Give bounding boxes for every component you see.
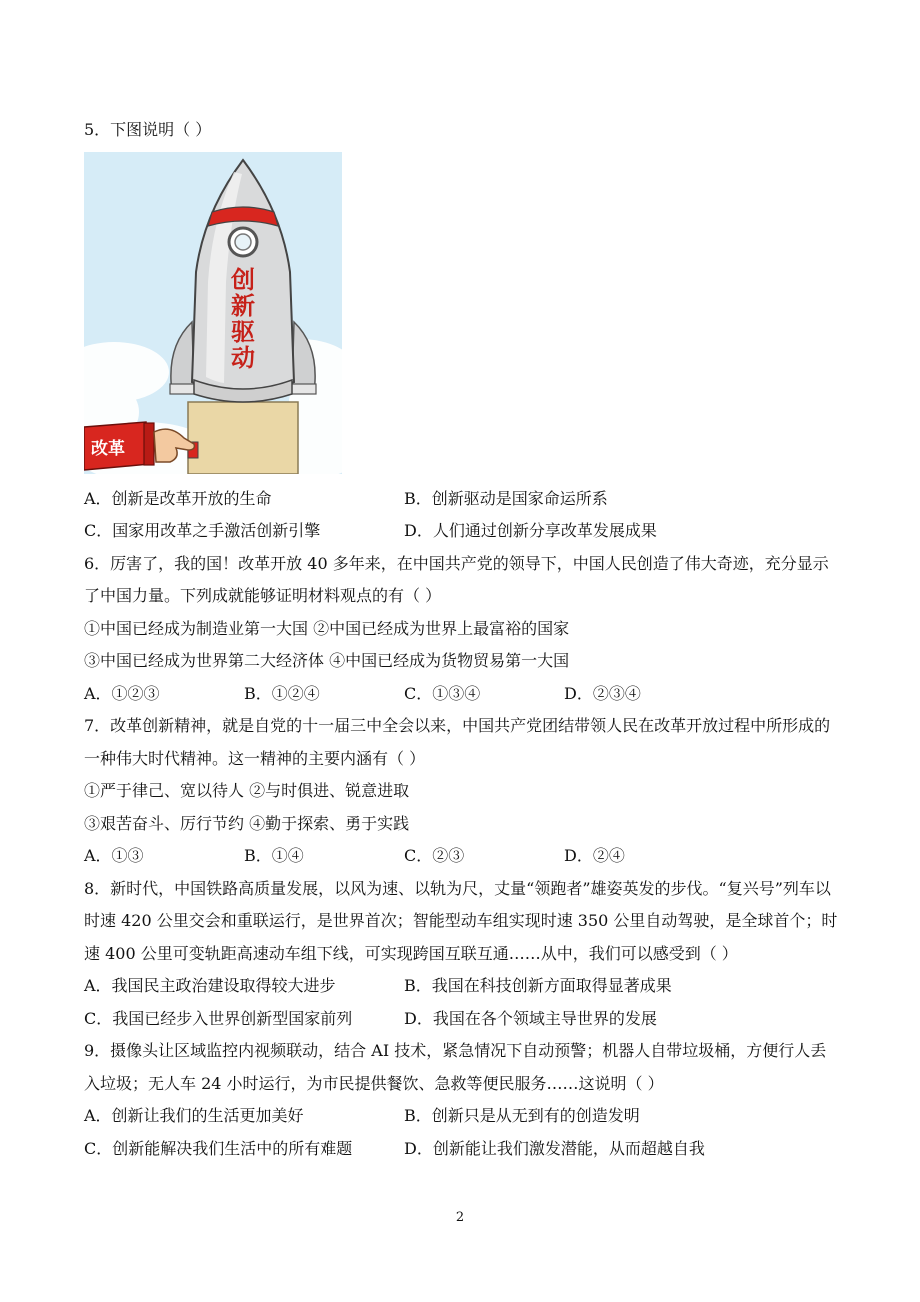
q7-stem-line-2: 一种伟大时代精神。这一精神的主要内涵有（ ）: [84, 749, 426, 768]
q9-option-d[interactable]: D．创新能让我们激发潜能，从而超越自我: [404, 1139, 705, 1158]
rocket-text-1: 创: [231, 266, 255, 294]
q5-option-b[interactable]: B．创新驱动是国家命运所系: [404, 489, 608, 508]
q8-option-c[interactable]: C．我国已经步入世界创新型国家前列: [84, 1009, 353, 1028]
q5-option-d[interactable]: D．人们通过创新分享改革发展成果: [404, 521, 657, 540]
rocket-text-2: 新: [231, 292, 255, 320]
q7-option-b[interactable]: B．①④: [244, 846, 304, 865]
q7-option-a[interactable]: A．①③: [84, 846, 144, 865]
q7-statement-line-2: ③艰苦奋斗、厉行节约 ④勤于探索、勇于实践: [84, 814, 410, 833]
q7-option-d[interactable]: D．②④: [564, 846, 625, 865]
q6-statement-line-2: ③中国已经成为世界第二大经济体 ④中国已经成为货物贸易第一大国: [84, 651, 570, 670]
rocket-text-3: 驱: [231, 318, 255, 346]
q6-option-a[interactable]: A．①②③: [84, 684, 160, 703]
q5-stem: 5．下图说明（ ）: [84, 120, 212, 139]
q6-option-c[interactable]: C．①③④: [404, 684, 481, 703]
q9-option-a[interactable]: A．创新让我们的生活更加美好: [84, 1106, 304, 1125]
q8-stem-line-1: 8．新时代，中国铁路高质量发展，以风为速、以轨为尺，丈量“领跑者”雄姿英发的步伐。“复兴号”列车以: [84, 879, 831, 898]
q8-stem-line-3: 速 400 公里可变轨距高速动车组下线，可实现跨国互联互通……从中，我们可以感受到（ ）: [84, 944, 738, 963]
q7-option-c[interactable]: C．②③: [404, 846, 465, 865]
q8-option-b[interactable]: B．我国在科技创新方面取得显著成果: [404, 976, 672, 995]
q5-option-a[interactable]: A．创新是改革开放的生命: [84, 489, 272, 508]
q6-option-b[interactable]: B．①②④: [244, 684, 320, 703]
q6-option-d[interactable]: D．②③④: [564, 684, 641, 703]
q7-statement-line-1: ①严于律己、宽以待人 ②与时俱进、锐意进取: [84, 781, 410, 800]
page-number: 2: [455, 1210, 465, 1225]
q9-option-c[interactable]: C．创新能解决我们生活中的所有难题: [84, 1139, 353, 1158]
q8-option-d[interactable]: D．我国在各个领域主导世界的发展: [404, 1009, 657, 1028]
rocket-illustration: [84, 152, 342, 474]
q8-stem-line-2: 时速 420 公里交会和重联运行，是世界首次；智能型动车组实现时速 350 公里自动驾驶，是全球首个；时: [84, 911, 838, 930]
q7-stem-line-1: 7．改革创新精神，就是自党的十一届三中全会以来，中国共产党团结带领人民在改革开放过程中所形成的: [84, 716, 831, 735]
sleeve-text: 改革: [91, 439, 125, 459]
q6-stem-line-2: 了中国力量。下列成就能够证明材料观点的有（ ）: [84, 586, 442, 605]
q5-option-c[interactable]: C．国家用改革之手激活创新引擎: [84, 521, 321, 540]
q9-stem-line-2: 入垃圾；无人车 24 小时运行，为市民提供餐饮、急救等便民服务……这说明（ ）: [84, 1074, 664, 1093]
q8-option-a[interactable]: A．我国民主政治建设取得较大进步: [84, 976, 336, 995]
q6-statement-line-1: ①中国已经成为制造业第一大国 ②中国已经成为世界上最富裕的国家: [84, 619, 570, 638]
q9-stem-line-1: 9．摄像头让区域监控内视频联动，结合 AI 技术，紧急情况下自动预警；机器人自带垃圾桶，方便行人丢: [84, 1041, 827, 1060]
q6-stem-line-1: 6．厉害了，我的国！改革开放 40 多年来，在中国共产党的领导下，中国人民创造了伟大奇迹，充分显示: [84, 554, 829, 573]
q9-option-b[interactable]: B．创新只是从无到有的创造发明: [404, 1106, 640, 1125]
rocket-text-4: 动: [231, 344, 255, 372]
